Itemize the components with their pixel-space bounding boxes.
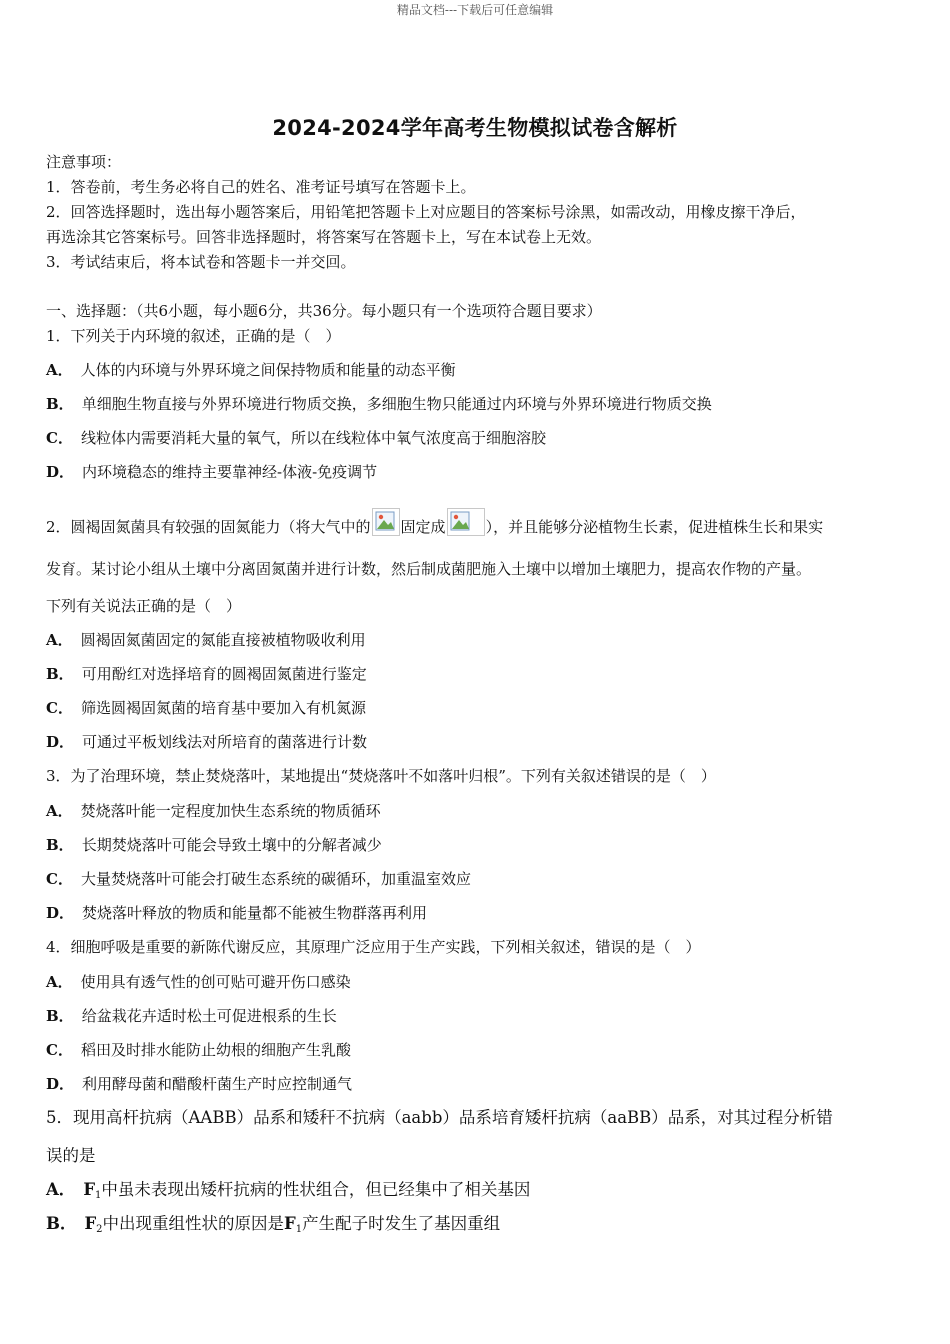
option-text: 中出现重组性状的原因是 — [102, 1214, 285, 1233]
option-text: 可用酚红对选择培育的圆褐固氮菌进行鉴定 — [81, 665, 367, 683]
page-header: 精品文档---下载后可任意编辑 — [396, 3, 554, 17]
broken-image-icon — [447, 508, 485, 536]
option-label: D． — [46, 733, 75, 751]
option-text: 焚烧落叶能一定程度加快生态系统的物质循环 — [80, 802, 381, 820]
option-text: 产生配子时发生了基因重组 — [302, 1214, 501, 1233]
option-label: B． — [46, 1214, 77, 1233]
q5-option-a — [46, 1179, 530, 1207]
option-label: D． — [46, 1075, 75, 1093]
q5-option-b — [46, 1213, 500, 1241]
option-label: C． — [46, 870, 73, 888]
option-text: 圆褐固氮菌固定的氮能直接被植物吸收利用 — [80, 631, 366, 649]
q1-option-c — [46, 427, 546, 449]
q4-stem: 4．细胞呼吸是重要的新陈代谢反应，其原理广泛应用于生产实践，下列相关叙述，错误的是（ ） — [46, 938, 701, 956]
notice-item-2: 2．回答选择题时，选出每小题答案后，用铅笔把答题卡上对应题目的答案标号涂黑，如需改动，用橡皮擦干净后， — [46, 203, 806, 221]
q1-option-a — [46, 359, 456, 381]
generation-symbol: F — [284, 1214, 296, 1233]
option-text: 使用具有透气性的创可贴可避开伤口感染 — [80, 973, 351, 991]
q2-option-a — [46, 629, 366, 651]
option-label: D． — [46, 904, 75, 922]
option-text: 长期焚烧落叶可能会导致土壤中的分解者减少 — [81, 836, 382, 854]
option-label: A． — [46, 973, 73, 991]
q2-stem-part-b: 固定成 — [400, 518, 446, 536]
q3-stem: 3．为了治理环境，禁止焚烧落叶，某地提出“焚烧落叶不如落叶归根”。下列有关叙述错误的是（ ） — [46, 767, 716, 785]
option-text: 可通过平板划线法对所培育的菌落进行计数 — [82, 733, 368, 751]
option-label: D． — [46, 463, 75, 481]
option-text: 中虽未表现出矮杆抗病的性状组合，但已经集中了相关基因 — [101, 1180, 531, 1199]
q5-stem-line-2: 误的是 — [46, 1146, 96, 1165]
generation-subscript: 2 — [96, 1224, 103, 1235]
q1-stem: 1．下列关于内环境的叙述，正确的是（ ） — [46, 327, 341, 345]
q2-option-b — [46, 663, 367, 685]
generation-symbol: F — [83, 1180, 96, 1199]
q4-option-a — [46, 971, 351, 993]
option-label: A． — [46, 361, 73, 379]
option-label: A． — [46, 1180, 76, 1199]
notice-heading: 注意事项： — [46, 153, 122, 171]
option-text: 稻田及时排水能防止幼根的细胞产生乳酸 — [80, 1041, 351, 1059]
option-text: 给盆栽花卉适时松土可促进根系的生长 — [81, 1007, 337, 1025]
option-label: B． — [46, 1007, 74, 1025]
generation-subscript: 1 — [295, 1224, 303, 1235]
option-label: C． — [46, 429, 73, 447]
notice-item-3: 3．考试结束后，将本试卷和答题卡一并交回。 — [46, 253, 356, 271]
notice-item-1: 1．答卷前，考生务必将自己的姓名、准考证号填写在答题卡上。 — [46, 178, 476, 196]
option-label: C． — [46, 699, 73, 717]
option-text: 利用酵母菌和醋酸杆菌生产时应控制通气 — [82, 1075, 353, 1093]
option-text: 焚烧落叶释放的物质和能量都不能被生物群落再利用 — [82, 904, 428, 922]
q5-stem: 5．现用高杆抗病（AABB）品系和矮秆不抗病（aabb）品系培育矮杆抗病（aaBB）品系，对其过程分析错 — [46, 1108, 833, 1127]
generation-symbol: F — [84, 1214, 97, 1233]
q3-option-a — [46, 800, 381, 822]
q4-option-b — [46, 1005, 337, 1027]
option-text: 人体的内环境与外界环境之间保持物质和能量的动态平衡 — [80, 361, 456, 379]
option-label: C． — [46, 1041, 73, 1059]
option-label: B． — [46, 665, 74, 683]
option-text: 内环境稳态的维持主要靠神经-体液-免疫调节 — [82, 463, 378, 481]
option-label: B． — [46, 395, 74, 413]
q3-option-b — [46, 834, 382, 856]
q2-stem-part-a: 2．圆褐固氮菌具有较强的固氮能力（将大气中的 — [46, 518, 371, 536]
generation-subscript: 1 — [95, 1190, 102, 1201]
q1-option-b — [46, 393, 712, 415]
broken-image-icon — [372, 508, 400, 536]
option-label: B． — [46, 836, 74, 854]
q4-option-d — [46, 1073, 352, 1095]
option-text: 大量焚烧落叶可能会打破生态系统的碳循环，加重温室效应 — [80, 870, 471, 888]
option-text: 筛选圆褐固氮菌的培育基中要加入有机氮源 — [80, 699, 366, 717]
option-label: A． — [46, 631, 73, 649]
section-heading: 一、选择题：（共6小题，每小题6分，共36分。每小题只有一个选项符合题目要求） — [46, 302, 602, 320]
q3-option-c — [46, 868, 471, 890]
q2-stem-part-c: ），并且能够分泌植物生长素，促进植株生长和果实 — [485, 518, 824, 536]
option-label: A． — [46, 802, 73, 820]
q3-option-d — [46, 902, 427, 924]
q2-stem-line-3: 下列有关说法正确的是（ ） — [46, 597, 242, 615]
option-text: 线粒体内需要消耗大量的氧气，所以在线粒体中氧气浓度高于细胞溶胶 — [80, 429, 546, 447]
page-title: 2024-2024学年高考生物模拟试卷含解析 — [272, 116, 678, 140]
notice-item-2-cont: 再选涂其它答案标号。回答非选择题时，将答案写在答题卡上，写在本试卷上无效。 — [46, 228, 602, 246]
q1-option-d — [46, 461, 377, 483]
q2-option-d — [46, 731, 367, 753]
q2-stem — [46, 508, 823, 538]
q2-option-c — [46, 697, 366, 719]
option-text: 单细胞生物直接与外界环境进行物质交换，多细胞生物只能通过内环境与外界环境进行物质交换 — [81, 395, 712, 413]
q2-stem-line-2: 发育。某讨论小组从土壤中分离固氮菌并进行计数，然后制成菌肥施入土壤中以增加土壤肥力，提高农作物的产量。 — [46, 560, 812, 578]
q4-option-c — [46, 1039, 351, 1061]
